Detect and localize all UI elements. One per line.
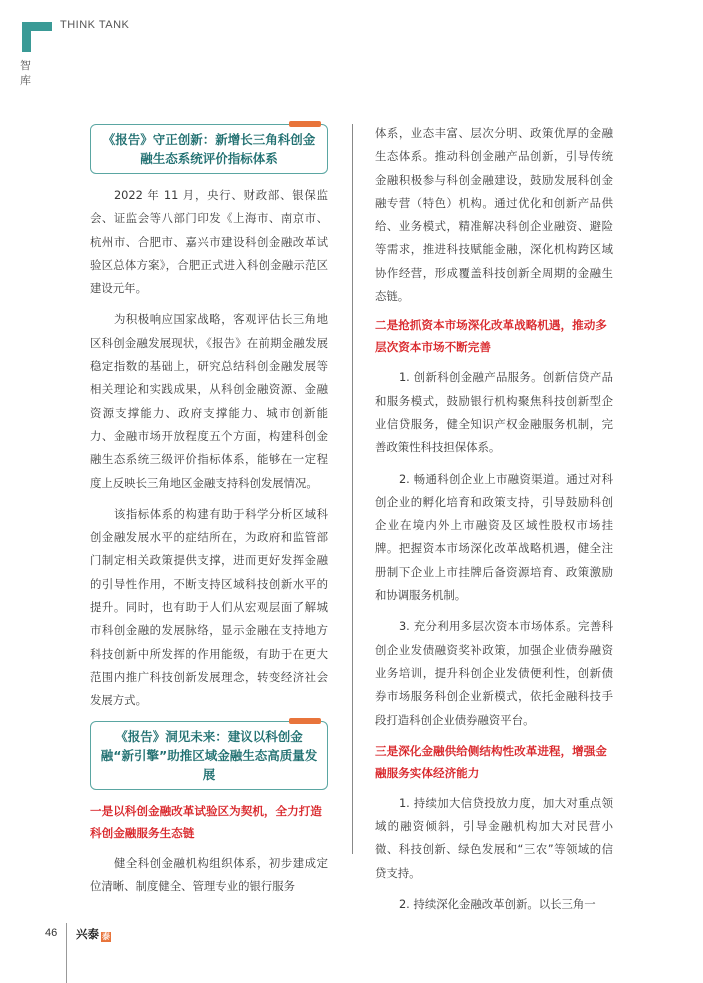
column-divider <box>352 124 353 854</box>
paragraph: 体系，业态丰富、层次分明、政策优厚的金融生态体系。推动科创金融产品创新，引导传统金融积极参与科创金融建设，鼓励发展科创金融专营（特色）机构。通过优化和创新产品供给、业务模式，精准解决科创企业融资、避险等需求，推进科技赋能金融，深化机构跨区域协作经营，形成覆盖科技创新全周期的金融生态链。 <box>375 126 613 304</box>
brand-english: THINK TANK <box>60 19 130 31</box>
page-number: 46 <box>45 927 58 939</box>
corner-logo-mark <box>22 22 52 52</box>
right-column <box>375 122 613 924</box>
section-box-1 <box>90 124 328 174</box>
left-column <box>90 122 328 906</box>
box-accent-tab <box>289 121 321 127</box>
paragraph: 2. 持续深化金融改革创新。以长三角一 <box>398 897 596 912</box>
paragraph: 3. 充分利用多层次资本市场体系。完善科创企业发债融资奖补政策，加强企业债券融资业务培训，提升科创企业发债便利性，创新债券市场服务科创企业新模式，依托金融科技手段打造科创企业债券融资平台。 <box>375 619 613 727</box>
box-accent-tab <box>289 718 321 724</box>
subheading: 二是抢抓资本市场深化改革战略机遇，推动多层次资本市场不断完善 <box>375 318 607 355</box>
paragraph: 健全科创金融机构组织体系，初步建成定位清晰、制度健全、管理专业的银行服务 <box>90 855 328 893</box>
subheading: 一是以科创金融改革试验区为契机，全力打造科创金融服务生态链 <box>90 803 322 840</box>
footer-logo <box>76 926 111 942</box>
footer-divider <box>66 923 67 983</box>
section-title-1: 《报告》守正创新：新增长三角科创金融生态系统评价指标体系 <box>102 132 316 166</box>
paragraph: 为积极响应国家战略，客观评估长三角地区科创金融发展现状，《报告》在前期金融发展稳定指数的基础上，研究总结科创金融发展等相关理论和实践成果，从科创金融资源、金融资源支撑能力、政府支撑能力、城市创新能力、金融市场开放程度五个方面，构建科创金融生态系统三级评价指标体系，能够在一定程度上反映长三角地区金融支持科创发展情况。 <box>90 312 328 490</box>
paragraph: 2. 畅通科创企业上市融资渠道。通过对科创企业的孵化培育和政策支持，引导鼓励科创企业在境内外上市融资及区域性股权市场挂牌。把握资本市场深化改革战略机遇，健全注册制下企业上市挂牌后备资源培育、政策激励和协调服务机制。 <box>375 471 613 603</box>
section-title-2: 《报告》洞见未来：建议以科创金融“新引擎”助推区域金融生态高质量发展 <box>100 728 318 782</box>
brand-chinese: 智库 <box>20 59 31 87</box>
subheading: 三是深化金融供给侧结构性改革进程，增强金融服务实体经济能力 <box>375 743 607 780</box>
paragraph: 2022 年 11 月，央行、财政部、银保监会、证监会等八部门印发《上海市、南京市、杭州市、合肥市、嘉兴市建设科创金融改革试验区总体方案》，合肥正式进入科创金融示范区建设元年。 <box>90 188 328 296</box>
footer-logo-text: 兴泰 <box>76 927 99 941</box>
paragraph: 该指标体系的构建有助于科学分析区域科创金融发展水平的症结所在，为政府和监管部门制定相关政策提供支撑，进而更好发挥金融的引导性作用，不断支持区域科技创新水平的提升。同时，也有助于人们从宏观层面了解城市科创金融的发展脉络，显示金融在支持地方科技创新中所发挥的作用能级，有助于在更大范围内推广科技创新发展理念，转变经济社会发展方式。 <box>90 506 328 708</box>
footer-logo-mark: 泰 <box>102 932 110 941</box>
paragraph: 1. 持续加大信贷投放力度，加大对重点领域的融资倾斜，引导金融机构加大对民营小微、科技创新、绿色发展和“三农”等领域的信贷支持。 <box>375 795 613 880</box>
paragraph: 1. 创新科创金融产品服务。创新信贷产品和服务模式，鼓励银行机构聚焦科技创新型企业信贷服务，健全知识产权金融服务机制，完善政策性科技担保体系。 <box>375 370 613 455</box>
section-box-2 <box>90 721 328 790</box>
